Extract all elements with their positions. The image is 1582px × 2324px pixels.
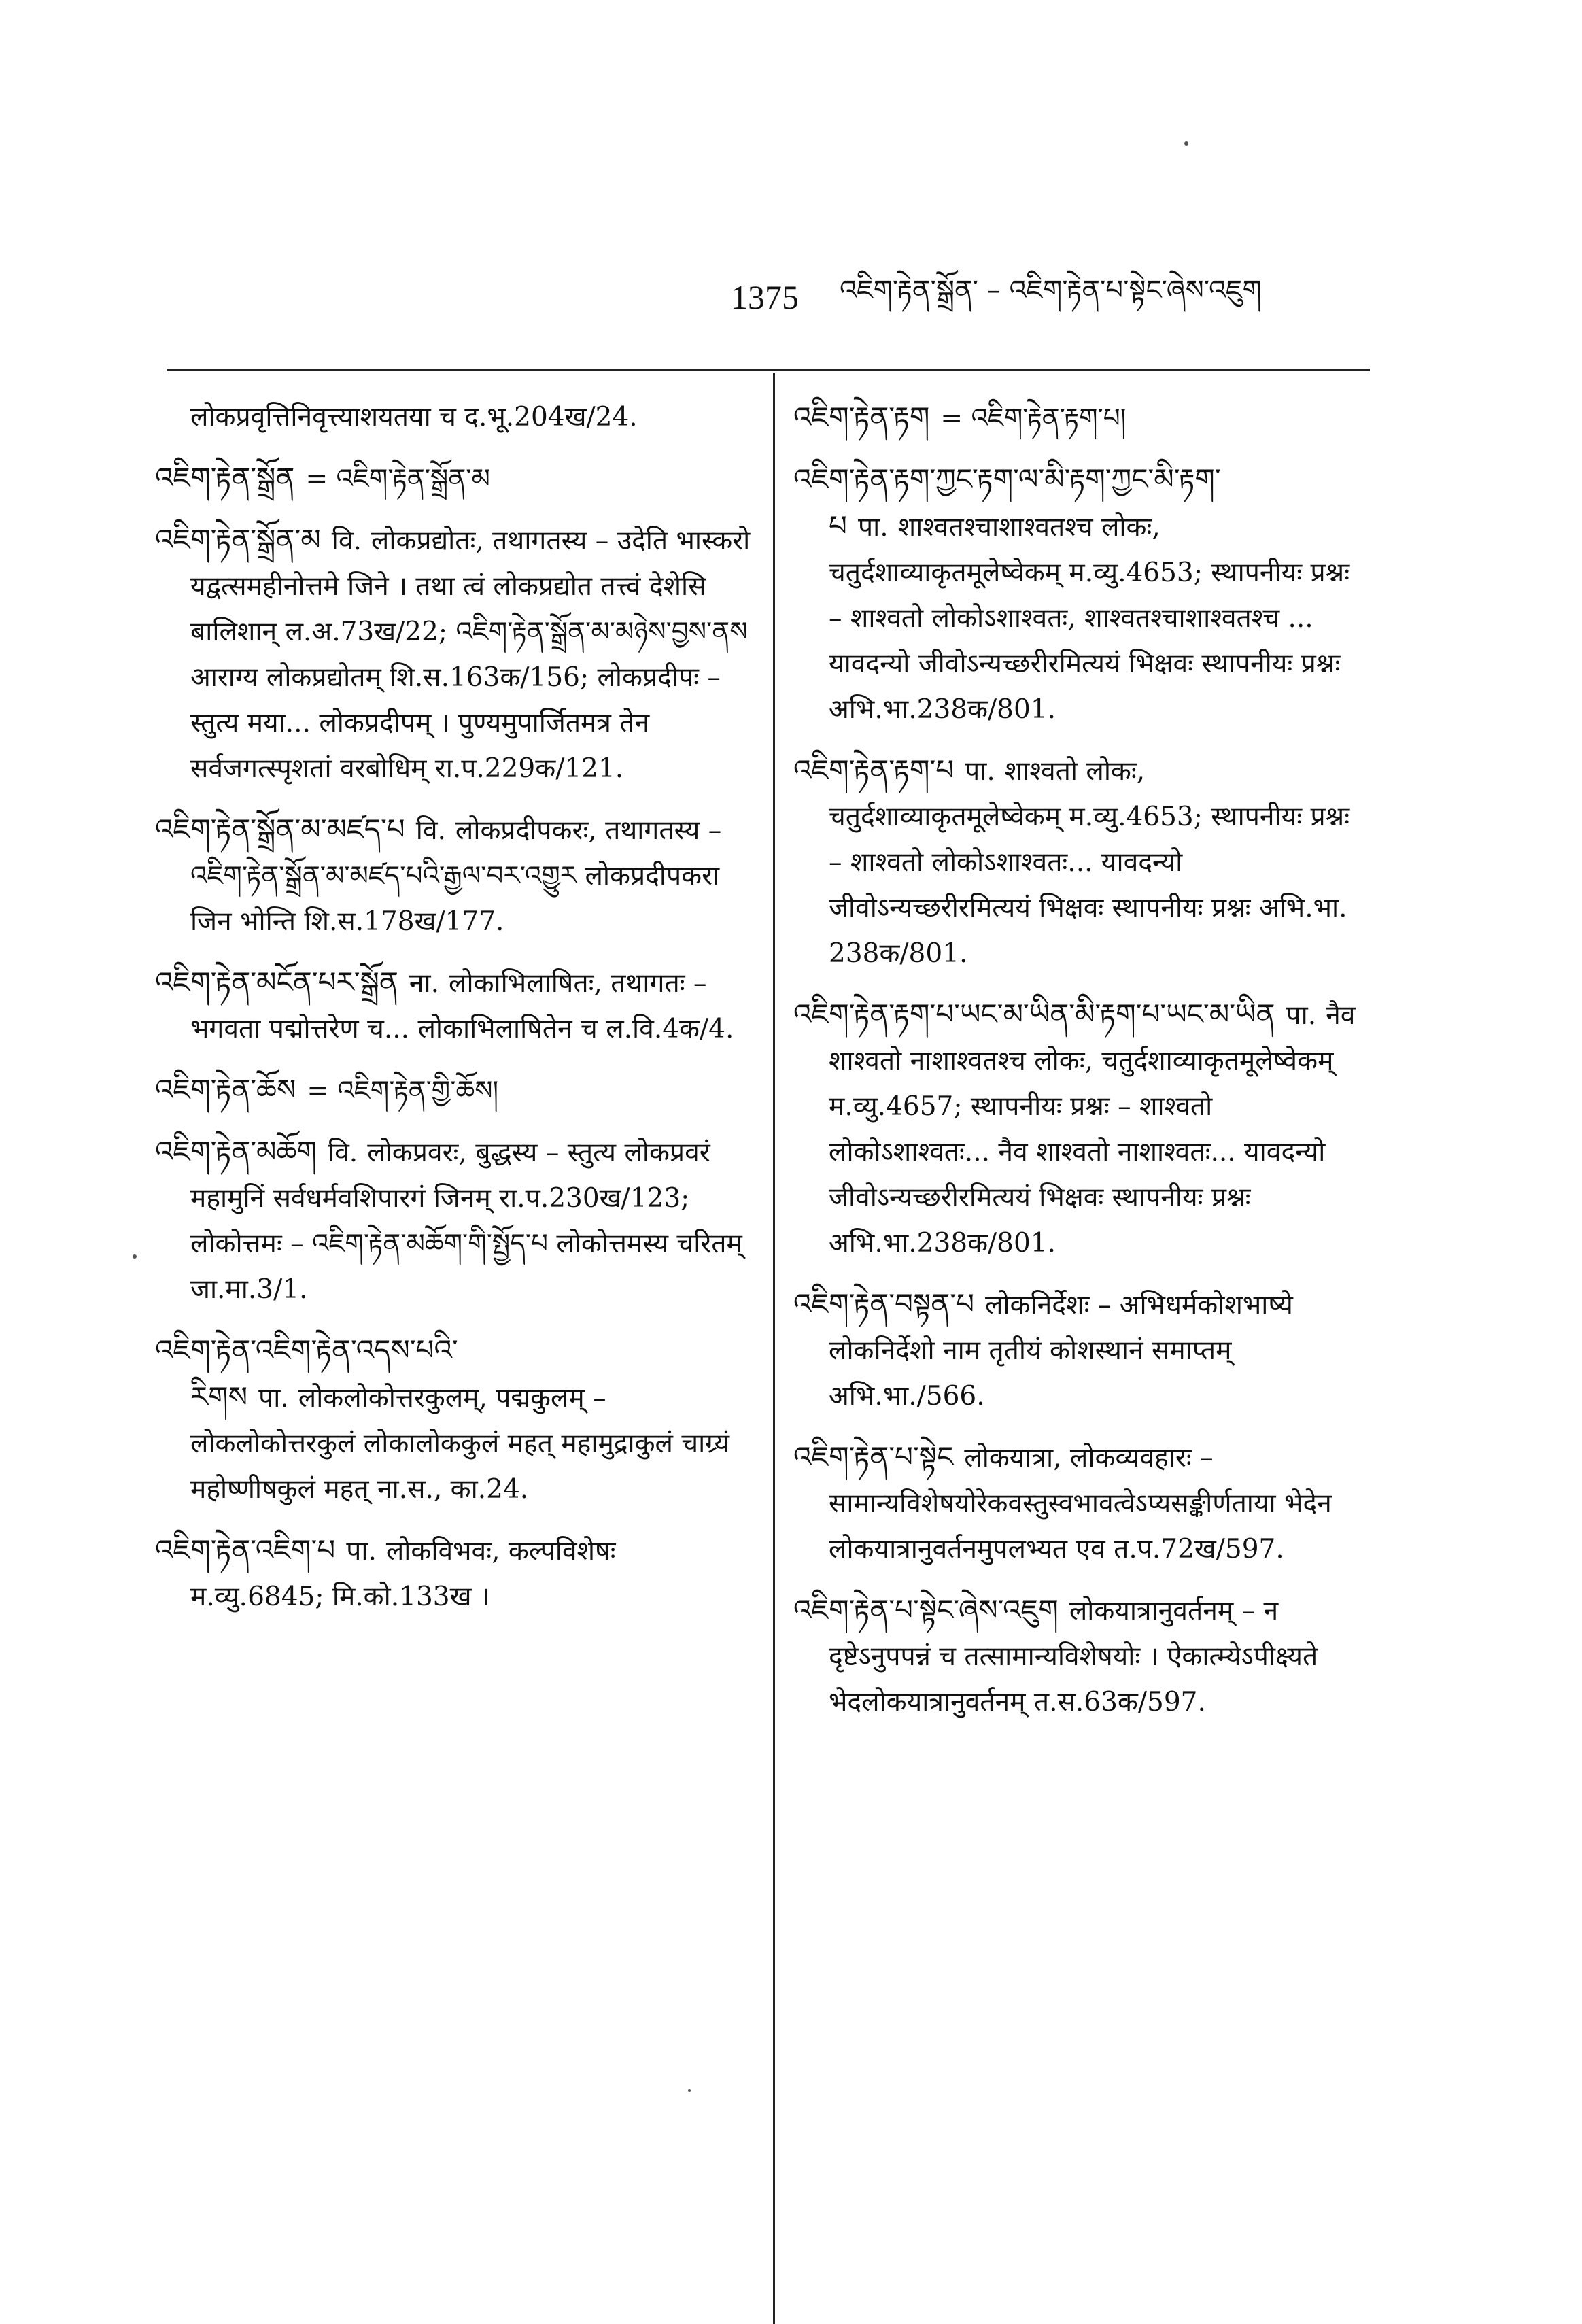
entry-definition: लोकप्रवरः, बुद्धस्य – स्तुत्य लोकप्रवरं महामुनिं सर्वधर्मवशिपारगं जिनम् रा.प.230ख/123; लोकोत्तमः – འཇིག་རྟེན་མཆོག་གི་སྤྱོད་པ लोकोत्तमस्य चरितम् जा.मा.3/1. bbox=[190, 1138, 742, 1305]
entry-headword: འཇིག་རྟེན་སྒྲོན་མ bbox=[155, 523, 321, 556]
entry-definition: लोकाभिलाषितः, तथागतः – भगवता पद्मोत्तरेण च... लोकाभिलाषितेन च ल.वि.4क/4. bbox=[190, 968, 734, 1044]
page-number: 1375 bbox=[731, 278, 799, 316]
entry-definition: लोकयात्रा, लोकव्यवहारः – सामान्यविशेषयोरेकवस्तुस्वभावत्वेऽप्यसङ्कीर्णताया भेदेन लोकयात्रानुवर्तनमुपलभ्यत एव त.प.72ख/597. bbox=[829, 1443, 1332, 1565]
entry-definition: = འཇིག་རྟེན་གྱི་ཆོས། bbox=[307, 1076, 499, 1106]
dictionary-entry bbox=[155, 1327, 753, 1512]
scan-speck bbox=[688, 2089, 691, 2092]
dictionary-entry bbox=[793, 456, 1371, 732]
entry-headword: འཇིག་རྟེན་ཆོས bbox=[155, 1073, 296, 1106]
entry-definition: लोकयात्रानुवर्तनम् – न दृष्टेऽनुपपन्नं च तत्सामान्यविशेषयोः । ऐकात्म्येऽपीक्ष्यते भेदलोकयात्रानुवर्तनम् त.स.63क/597. bbox=[829, 1596, 1318, 1718]
entry-grammar-label: वि. bbox=[415, 815, 446, 846]
entry-definition: लोकविभवः, कल्पविशेषः म.व्यु.6845; मि.को.133ख । bbox=[190, 1536, 616, 1612]
dictionary-entry bbox=[793, 747, 1371, 976]
dictionary-entry bbox=[155, 1067, 753, 1114]
dictionary-entry bbox=[155, 1527, 753, 1620]
entry-headword: འཇིག་རྟེན་རྟག་པ་ཡང་མ་ཡིན་མི་རྟག་པ་ཡང་མ་ཡིན bbox=[793, 997, 1275, 1031]
entry-definition: लोकप्रद्योतः, तथागतस्य – उदेति भास्करो यद्वत्समहीनोत्तमे जिने । तथा त्वं लोकप्रद्योत तत्त्वं देशेसि बालिशान् ल.अ.73ख/22; འཇིག་རྟེན་སྒྲོན་མ་མཉེས་བྱས་ནས आराग्य लोकप्रद्योतम् शि.स.163क/156; लोकप्रदीपः – स्तुत्य मया... लोकप्रदीपम् । पुण्यमुपार्जितमत्र तेन सर्वजगत्स्पृशतां वरबोधिम् रा.प.229क/121. bbox=[190, 526, 751, 784]
entry-definition: = འཇིག་རྟེན་སྒྲོན་མ bbox=[305, 464, 490, 494]
dictionary-entry bbox=[793, 1281, 1371, 1419]
dictionary-entry bbox=[793, 991, 1371, 1266]
entry-grammar-label: पा. bbox=[965, 756, 995, 787]
running-head: འཇིག་རྟེན་སྒྲོན་ – འཇིག་རྟེན་པ་སྟེང་ཞེས་འཇུག bbox=[840, 274, 1262, 306]
entry-grammar-label: पा. bbox=[346, 1536, 377, 1567]
dictionary-entry bbox=[793, 394, 1371, 441]
entry-headword: འཇིག་རྟེན་རྟག་ཀྱང་རྟག་ལ་མི་རྟག་ཀྱང་མི་རྟག་པ bbox=[793, 462, 1221, 543]
scan-speck bbox=[133, 1254, 137, 1259]
continuation-text: लोकप्रवृत्तिनिवृत्त्याशयतया च द.भू.204ख/24. bbox=[190, 402, 638, 432]
entry-grammar-label: पा. bbox=[1286, 1000, 1317, 1031]
dictionary-entry bbox=[155, 806, 753, 944]
entry-definition: शाश्वतश्चाशाश्वतश्च लोकः, चतुर्दशाव्याकृतमूलेष्वेकम् म.व्यु.4653; स्थापनीयः प्रश्नः – शाश्वतो लोकोऽशाश्वतः, शाश्वतश्चाशाश्वतश्च ... यावदन्यो जीवोऽन्यच्छरीरमित्ययं भिक्षवः स्थापनीयः प्रश्नः अभि.भा.238क/801. bbox=[829, 512, 1350, 725]
entry-definition: शाश्वतो लोकः, चतुर्दशाव्याकृतमूलेष्वेकम् म.व्यु.4653; स्थापनीयः प्रश्नः – शाश्वतो लोकोऽशाश्वतः... यावदन्यो जीवोऽन्यच्छरीरमित्ययं भिक्षवः स्थापनीयः प्रश्नः अभि.भा. 238क/801. bbox=[829, 756, 1350, 969]
entry-definition: लोकलोकोत्तरकुलम्, पद्मकुलम् – लोकलोकोत्तरकुलं लोकालोककुलं महत् महामुद्राकुलं चाग्र्यं महोष्णीषकुलं महत् ना.स., का.24. bbox=[190, 1383, 729, 1505]
page-header bbox=[731, 273, 1363, 321]
entry-headword: འཇིག་རྟེན་རྟག bbox=[793, 400, 930, 434]
entry-grammar-label: पा. bbox=[857, 512, 889, 543]
entry-headword: འཇིག་རྟེན་སྒྲོན་མ་མཛད་པ bbox=[155, 813, 405, 846]
entry-grammar-label: ना. bbox=[409, 968, 440, 999]
left-entry-list bbox=[155, 455, 753, 1620]
entry-headword: འཇིག་རྟེན་བསྟན་པ bbox=[793, 1287, 974, 1320]
entry-grammar-label: वि. bbox=[328, 1138, 358, 1168]
dictionary-entry bbox=[155, 517, 753, 791]
entry-headword: འཇིག་རྟེན་འཇིག་པ bbox=[155, 1533, 336, 1567]
entry-definition: नैव शाश्वतो नाशाश्वतश्च लोकः, चतुर्दशाव्याकृतमूलेष्वेकम् म.व्यु.4657; स्थापनीयः प्रश्नः – शाश्वतो लोकोऽशाश्वतः... नैव शाश्वतो नाशाश्वतः... यावदन्यो जीवोऽन्यच्छरीरमित्ययं भिक्षवः स्थापनीयः प्रश्नः अभि.भा.238क/801. bbox=[829, 1000, 1356, 1259]
entry-headword: འཇིག་རྟེན་པ་སྟེང bbox=[793, 1440, 954, 1473]
entry-headword: འཇིག་རྟེན་སྒྲོན bbox=[155, 461, 295, 494]
dictionary-entry bbox=[155, 959, 753, 1052]
entry-definition: लोकनिर्देशः – अभिधर्मकोशभाष्ये लोकनिर्देशो नाम तृतीयं कोशस्थानं समाप्तम् अभि.भा./566. bbox=[829, 1290, 1293, 1412]
entry-headword: འཇིག་རྟེན་པ་སྟེང་ཞེས་འཇུག bbox=[793, 1593, 1059, 1626]
dictionary-entry bbox=[793, 1587, 1371, 1725]
entry-definition: लोकप्रदीपकरः, तथागतस्य – འཇིག་རྟེན་སྒྲོན་མ་མཛད་པའི་རྒྱལ་བར་འགྱུར लोकप्रदीपकरा जिन भोन्ति शि.स.178ख/177. bbox=[190, 815, 722, 937]
header-rule bbox=[167, 369, 1370, 371]
left-column bbox=[155, 394, 753, 1635]
entry-grammar-label: वि. bbox=[331, 526, 362, 556]
dictionary-entry bbox=[155, 1129, 753, 1312]
dictionary-entry bbox=[155, 455, 753, 502]
scan-speck bbox=[1184, 141, 1188, 146]
dictionary-entry bbox=[793, 1434, 1371, 1572]
entry-grammar-label: पा. bbox=[258, 1383, 289, 1414]
column-divider bbox=[773, 373, 775, 2324]
entry-headword: འཇིག་རྟེན་འཇིག་རྟེན་འདས་པའི་རིགས bbox=[155, 1333, 458, 1414]
right-entry-list bbox=[793, 394, 1371, 1725]
entry-headword: འཇིག་རྟེན་མངོན་པར་སྒྲོན bbox=[155, 966, 398, 999]
entry-headword: འཇིག་རྟེན་རྟག་པ bbox=[793, 753, 955, 787]
right-column bbox=[793, 394, 1371, 1740]
entry-headword: འཇིག་རྟེན་མཆོག bbox=[155, 1135, 317, 1168]
entry-definition: = འཇིག་རྟེན་རྟག་པ། bbox=[940, 403, 1127, 434]
